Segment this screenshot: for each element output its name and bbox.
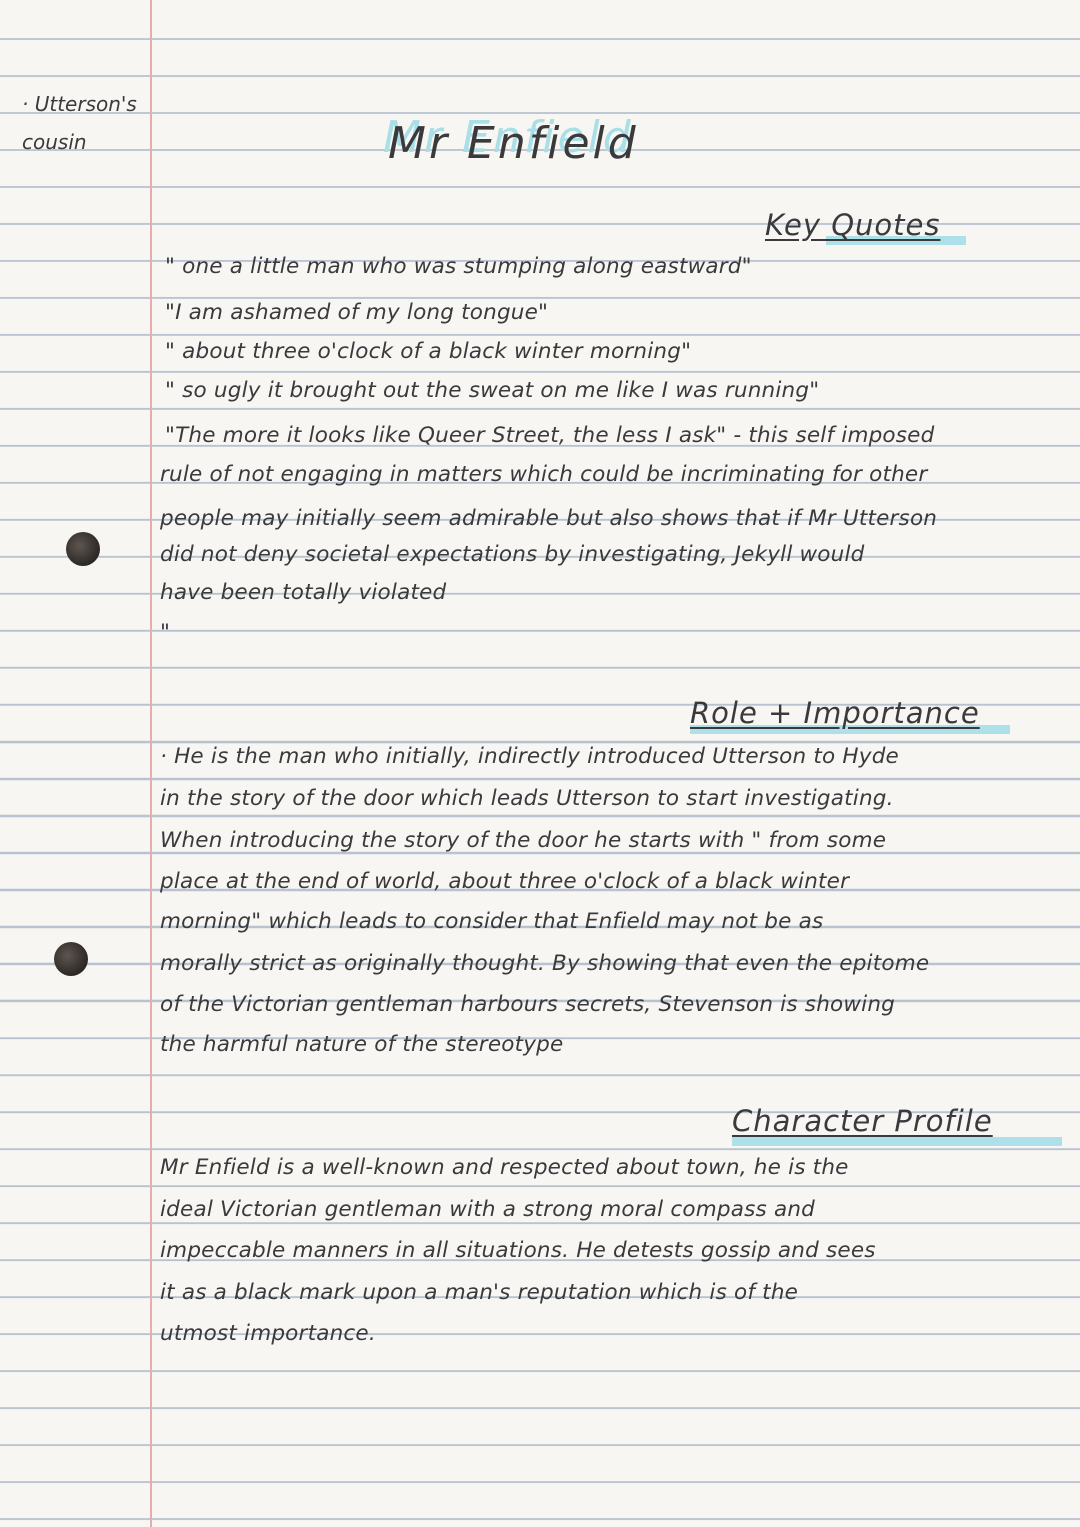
role-line: morning" which leads to consider that Enfield may not be as [160, 909, 824, 934]
quote-line: "I am ashamed of my long tongue" [165, 300, 549, 325]
role-heading: Role + Importance [690, 696, 980, 730]
role-line: the harmful nature of the stereotype [160, 1032, 564, 1057]
role-line: · He is the man who initially, indirectly introduced Utterson to Hyde [160, 744, 899, 769]
page-title: Mr Enfield [388, 118, 639, 169]
quote-line: people may initially seem admirable but also shows that if Mr Utterson [160, 506, 938, 531]
side-note-line: · Utterson's [22, 92, 137, 116]
role-line: morally strict as originally thought. By showing that even the epitome [160, 951, 930, 976]
profile-line: Mr Enfield is a well-known and respected about town, he is the [160, 1155, 849, 1180]
punch-hole [54, 942, 88, 976]
profile-line: impeccable manners in all situations. He detests gossip and sees [160, 1238, 876, 1263]
profile-heading: Character Profile [732, 1104, 993, 1138]
profile-line: it as a black mark upon a man's reputation which is of the [160, 1280, 799, 1305]
profile-line: ideal Victorian gentleman with a strong moral compass and [160, 1197, 816, 1222]
quote-line: " about three o'clock of a black winter morning" [165, 339, 692, 364]
role-line: When introducing the story of the door he starts with " from some [160, 828, 887, 853]
role-line: place at the end of world, about three o'clock of a black winter [160, 869, 850, 894]
side-note-line: cousin [22, 130, 87, 154]
quote-line: rule of not engaging in matters which could be incriminating for other [160, 462, 928, 487]
heading-highlight [732, 1137, 1062, 1146]
role-line: in the story of the door which leads Utterson to start investigating. [160, 786, 894, 811]
profile-line: utmost importance. [160, 1321, 376, 1346]
quote-line: did not deny societal expectations by investigating, Jekyll would [160, 542, 865, 567]
quote-line: "The more it looks like Queer Street, the less I ask" - this self imposed [165, 423, 935, 448]
margin-line [150, 0, 152, 1527]
quote-line: " so ugly it brought out the sweat on me like I was running" [165, 378, 820, 403]
punch-hole [66, 532, 100, 566]
quote-line: " [160, 620, 171, 645]
quote-line: " one a little man who was stumping along eastward" [165, 254, 752, 279]
quote-line: have been totally violated [160, 580, 447, 605]
key-quotes-heading: Key Quotes [765, 208, 941, 242]
role-line: of the Victorian gentleman harbours secrets, Stevenson is showing [160, 992, 896, 1017]
